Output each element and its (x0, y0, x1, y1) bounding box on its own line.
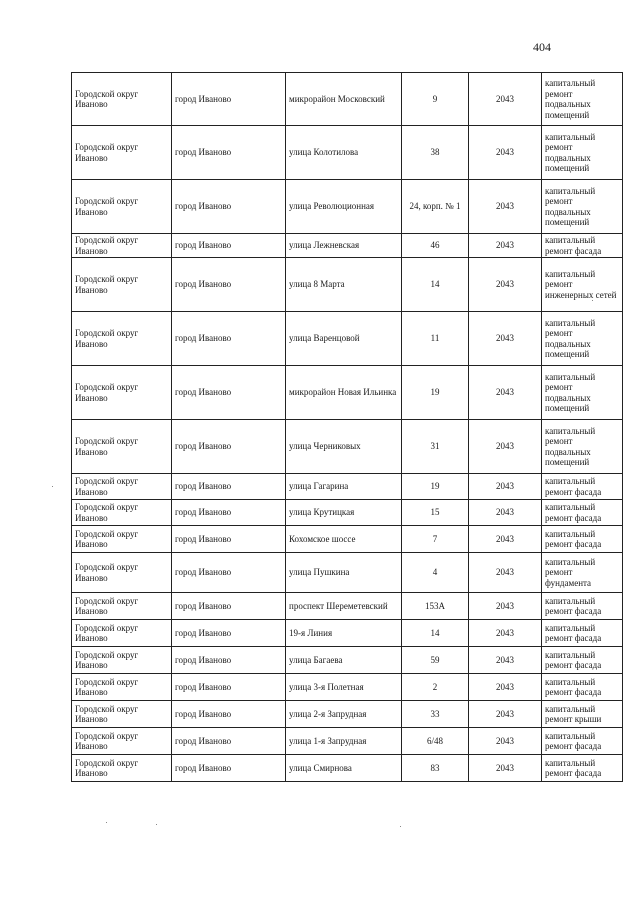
house-number-cell: 83 (402, 755, 469, 782)
year-cell: 2043 (469, 73, 542, 126)
year-cell: 2043 (469, 701, 542, 728)
work-type-cell: капитальный ремонт фундамента (542, 553, 623, 593)
year-cell: 2043 (469, 526, 542, 553)
table-row (72, 755, 623, 782)
district-cell: Городской округ Иваново (72, 620, 172, 647)
house-number-cell: 38 (402, 126, 469, 180)
district-cell: Городской округ Иваново (72, 126, 172, 180)
table-row (72, 258, 623, 312)
house-number-cell: 14 (402, 258, 469, 312)
district-cell: Городской округ Иваново (72, 553, 172, 593)
work-type-cell: капитальный ремонт фасада (542, 674, 623, 701)
year-cell: 2043 (469, 755, 542, 782)
work-type-cell: капитальный ремонт фасада (542, 474, 623, 500)
street-cell: улица Лежневская (286, 234, 402, 258)
table-row (72, 728, 623, 755)
house-number-cell: 59 (402, 647, 469, 674)
year-cell: 2043 (469, 312, 542, 366)
city-cell: город Иваново (172, 420, 286, 474)
district-cell: Городской округ Иваново (72, 234, 172, 258)
year-cell: 2043 (469, 647, 542, 674)
house-number-cell: 46 (402, 234, 469, 258)
street-cell: улица Крутицкая (286, 500, 402, 526)
street-cell: улица Варенцовой (286, 312, 402, 366)
work-type-cell: капитальный ремонт фасада (542, 500, 623, 526)
table-row (72, 553, 623, 593)
work-type-cell: капитальный ремонт подвальных помещений (542, 366, 623, 420)
year-cell: 2043 (469, 234, 542, 258)
table-row (72, 674, 623, 701)
house-number-cell: 7 (402, 526, 469, 553)
street-cell: улица Смирнова (286, 755, 402, 782)
house-number-cell: 19 (402, 366, 469, 420)
house-number-cell: 9 (402, 73, 469, 126)
street-cell: улица 2-я Запрудная (286, 701, 402, 728)
table-row (72, 366, 623, 420)
scan-speck (106, 822, 107, 823)
city-cell: город Иваново (172, 526, 286, 553)
house-number-cell: 14 (402, 620, 469, 647)
work-type-cell: капитальный ремонт подвальных помещений (542, 420, 623, 474)
year-cell: 2043 (469, 620, 542, 647)
house-number-cell: 31 (402, 420, 469, 474)
scan-speck (52, 486, 53, 487)
year-cell: 2043 (469, 674, 542, 701)
district-cell: Городской округ Иваново (72, 755, 172, 782)
table-row (72, 312, 623, 366)
scan-speck (156, 824, 157, 825)
scan-speck (592, 300, 593, 301)
table-row (72, 420, 623, 474)
year-cell: 2043 (469, 258, 542, 312)
house-number-cell: 19 (402, 474, 469, 500)
district-cell: Городской округ Иваново (72, 674, 172, 701)
house-number-cell: 4 (402, 553, 469, 593)
city-cell: город Иваново (172, 180, 286, 234)
page-number: 404 (533, 40, 551, 54)
work-type-cell: капитальный ремонт подвальных помещений (542, 73, 623, 126)
year-cell: 2043 (469, 553, 542, 593)
street-cell: улица Гагарина (286, 474, 402, 500)
district-cell: Городской округ Иваново (72, 420, 172, 474)
house-number-cell: 33 (402, 701, 469, 728)
district-cell: Городской округ Иваново (72, 474, 172, 500)
table-row (72, 126, 623, 180)
table-row (72, 474, 623, 500)
street-cell: улица Колотилова (286, 126, 402, 180)
year-cell: 2043 (469, 474, 542, 500)
year-cell: 2043 (469, 593, 542, 620)
work-type-cell: капитальный ремонт фасада (542, 234, 623, 258)
city-cell: город Иваново (172, 593, 286, 620)
city-cell: город Иваново (172, 620, 286, 647)
city-cell: город Иваново (172, 647, 286, 674)
street-cell: улица 1-я Запрудная (286, 728, 402, 755)
city-cell: город Иваново (172, 366, 286, 420)
district-cell: Городской округ Иваново (72, 728, 172, 755)
house-number-cell: 153А (402, 593, 469, 620)
work-type-cell: капитальный ремонт подвальных помещений (542, 126, 623, 180)
district-cell: Городской округ Иваново (72, 647, 172, 674)
table-row (72, 73, 623, 126)
district-cell: Городской округ Иваново (72, 180, 172, 234)
work-type-cell: капитальный ремонт подвальных помещений (542, 312, 623, 366)
street-cell: проспект Шереметевский (286, 593, 402, 620)
table-row (72, 180, 623, 234)
work-type-cell: капитальный ремонт фасада (542, 647, 623, 674)
work-type-cell: капитальный ремонт фасада (542, 593, 623, 620)
street-cell: микрорайон Новая Ильинка (286, 366, 402, 420)
house-number-cell: 15 (402, 500, 469, 526)
street-cell: Кохомское шоссе (286, 526, 402, 553)
city-cell: город Иваново (172, 674, 286, 701)
work-type-cell: капитальный ремонт фасада (542, 526, 623, 553)
table-row (72, 526, 623, 553)
work-type-cell: капитальный ремонт фасада (542, 620, 623, 647)
city-cell: город Иваново (172, 728, 286, 755)
city-cell: город Иваново (172, 755, 286, 782)
city-cell: город Иваново (172, 500, 286, 526)
street-cell: микрорайон Московский (286, 73, 402, 126)
table-row (72, 620, 623, 647)
table-row (72, 593, 623, 620)
district-cell: Городской округ Иваново (72, 593, 172, 620)
house-number-cell: 6/48 (402, 728, 469, 755)
street-cell: улица 8 Марта (286, 258, 402, 312)
city-cell: город Иваново (172, 553, 286, 593)
city-cell: город Иваново (172, 701, 286, 728)
table-body (72, 73, 623, 782)
work-type-cell: капитальный ремонт подвальных помещений (542, 180, 623, 234)
table-row (72, 647, 623, 674)
district-cell: Городской округ Иваново (72, 258, 172, 312)
work-type-cell: капитальный ремонт крыши (542, 701, 623, 728)
street-cell: улица Пушкина (286, 553, 402, 593)
city-cell: город Иваново (172, 126, 286, 180)
district-cell: Городской округ Иваново (72, 73, 172, 126)
district-cell: Городской округ Иваново (72, 701, 172, 728)
work-type-cell: капитальный ремонт инженерных сетей (542, 258, 623, 312)
house-number-cell: 24, корп. № 1 (402, 180, 469, 234)
work-type-cell: капитальный ремонт фасада (542, 728, 623, 755)
repair-schedule-table (71, 72, 623, 782)
street-cell: улица Революционная (286, 180, 402, 234)
street-cell: улица 3-я Полетная (286, 674, 402, 701)
street-cell: улица Черниковых (286, 420, 402, 474)
district-cell: Городской округ Иваново (72, 312, 172, 366)
table-row (72, 500, 623, 526)
city-cell: город Иваново (172, 234, 286, 258)
year-cell: 2043 (469, 126, 542, 180)
year-cell: 2043 (469, 728, 542, 755)
city-cell: город Иваново (172, 258, 286, 312)
district-cell: Городской округ Иваново (72, 366, 172, 420)
district-cell: Городской округ Иваново (72, 500, 172, 526)
table-row (72, 701, 623, 728)
table-row (72, 234, 623, 258)
year-cell: 2043 (469, 180, 542, 234)
scan-speck (400, 826, 401, 827)
year-cell: 2043 (469, 420, 542, 474)
year-cell: 2043 (469, 366, 542, 420)
street-cell: улица Багаева (286, 647, 402, 674)
house-number-cell: 11 (402, 312, 469, 366)
city-cell: город Иваново (172, 312, 286, 366)
house-number-cell: 2 (402, 674, 469, 701)
district-cell: Городской округ Иваново (72, 526, 172, 553)
city-cell: город Иваново (172, 474, 286, 500)
year-cell: 2043 (469, 500, 542, 526)
street-cell: 19-я Линия (286, 620, 402, 647)
work-type-cell: капитальный ремонт фасада (542, 755, 623, 782)
city-cell: город Иваново (172, 73, 286, 126)
